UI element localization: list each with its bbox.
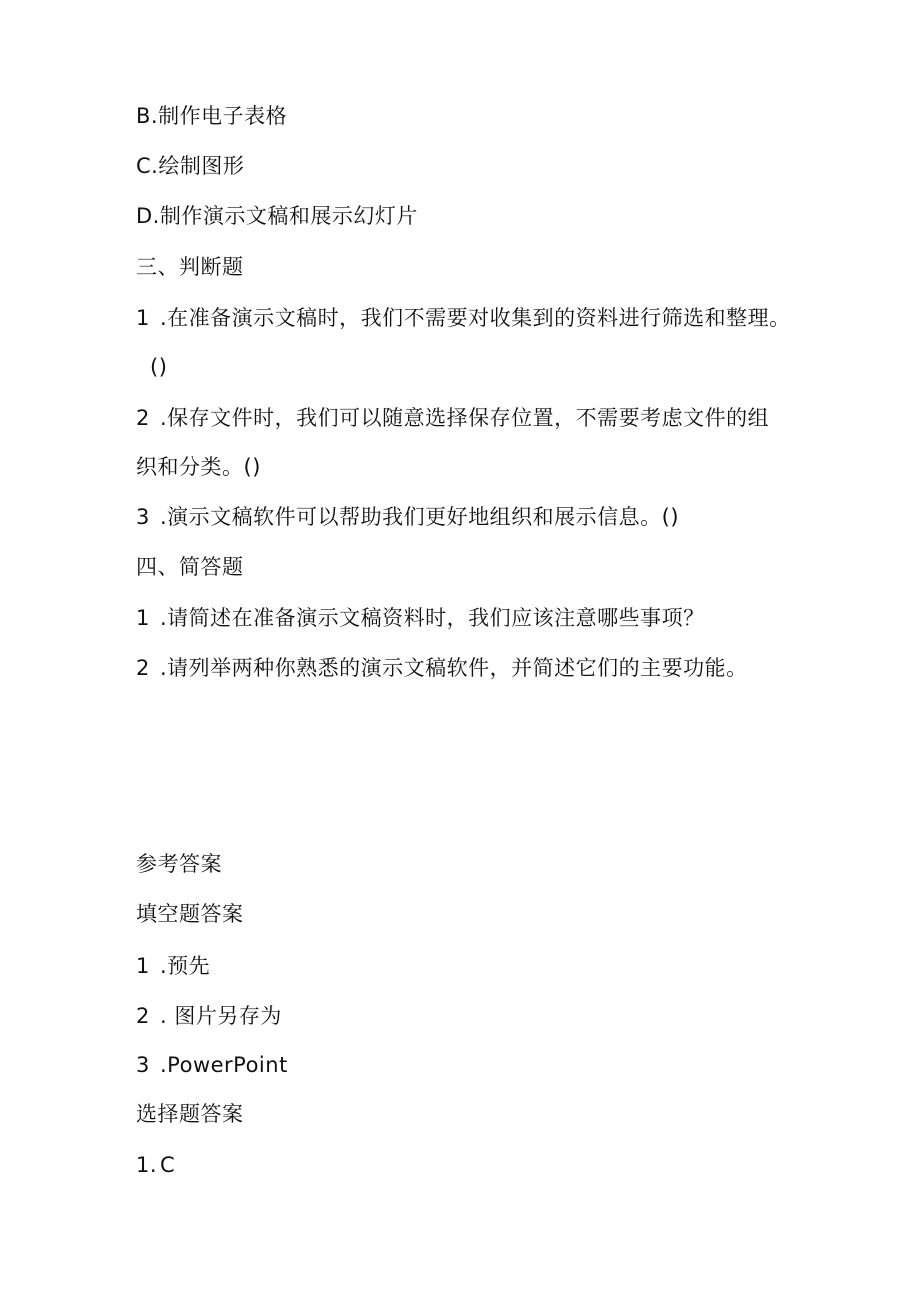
- judge-item-1: [136, 304, 791, 332]
- judge-item-1-blank: (): [150, 355, 168, 379]
- item-text: .保存文件时，我们可以随意选择保存位置，不需要考虑文件的组: [160, 406, 770, 430]
- option-d: D.制作演示文稿和展示幻灯片: [136, 204, 418, 228]
- answers-title: 参考答案: [136, 852, 222, 876]
- item-number: 2: [136, 406, 150, 430]
- judge-item-2: [136, 404, 769, 432]
- fill-answers-title: 填空题答案: [136, 902, 244, 926]
- choice-answers-title: 选择题答案: [136, 1102, 244, 1126]
- fill-answer-3: [136, 1051, 288, 1079]
- item-text: C: [160, 1153, 176, 1177]
- item-text: .请列举两种你熟悉的演示文稿软件，并简述它们的主要功能。: [160, 656, 748, 680]
- judge-item-3: [136, 503, 679, 531]
- item-number: 2: [136, 1004, 150, 1028]
- item-number: 3: [136, 1053, 150, 1077]
- item-text: .PowerPoint: [160, 1053, 288, 1077]
- short-item-2: [136, 654, 748, 682]
- option-b: B.制作电子表格: [136, 104, 288, 128]
- item-text: .演示文稿软件可以帮助我们更好地组织和展示信息。(): [160, 505, 680, 529]
- section-title-short: 四、简答题: [136, 555, 244, 579]
- judge-item-2-continued: 织和分类。(): [136, 455, 261, 479]
- short-item-1: [136, 604, 705, 632]
- item-number: 1: [136, 306, 150, 330]
- section-title-judge: 三、判断题: [136, 255, 244, 279]
- item-text: .请简述在准备演示文稿资料时，我们应该注意哪些事项？: [160, 606, 705, 630]
- item-number: 2: [136, 656, 150, 680]
- option-c: C.绘制图形: [136, 154, 245, 178]
- item-number: 1: [136, 606, 150, 630]
- fill-answer-1: [136, 952, 210, 980]
- item-text: . 图片另存为: [160, 1004, 282, 1028]
- item-text: .在准备演示文稿时，我们不需要对收集到的资料进行筛选和整理。: [160, 306, 791, 330]
- choice-answer-1: [136, 1151, 175, 1179]
- item-number: 1: [136, 954, 150, 978]
- item-number: 1.: [136, 1153, 158, 1177]
- item-number: 3: [136, 505, 150, 529]
- item-text: .预先: [160, 954, 211, 978]
- fill-answer-2: [136, 1002, 282, 1030]
